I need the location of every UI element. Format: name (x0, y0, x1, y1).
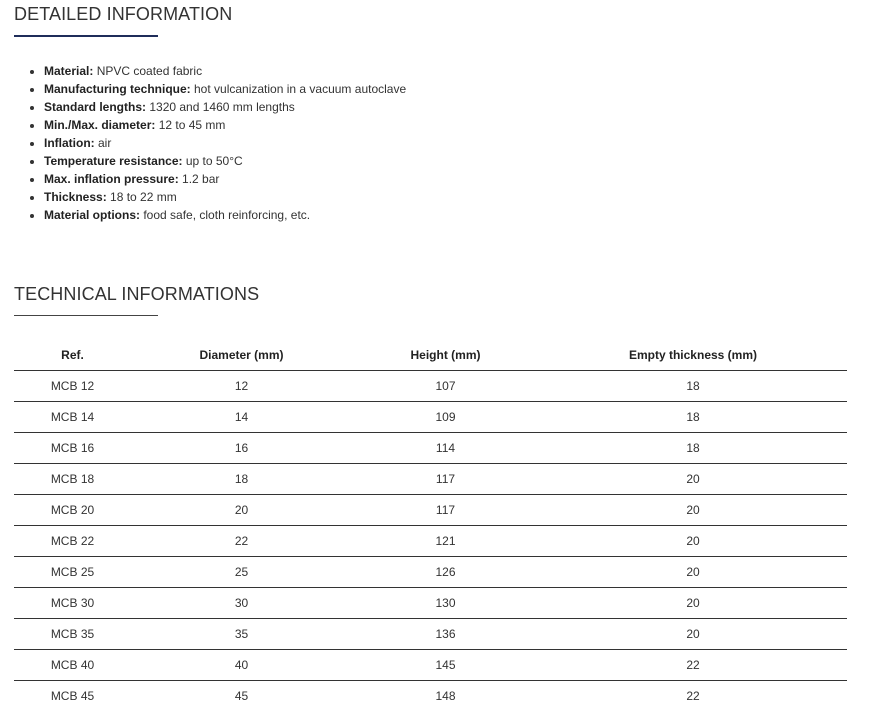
spec-value: 1320 and 1460 mm lengths (146, 100, 295, 114)
spec-list (28, 62, 406, 224)
technical-informations-title: TECHNICAL INFORMATIONS (14, 284, 260, 304)
detailed-title-underline (14, 35, 158, 37)
cell-ref: MCB 30 (14, 588, 131, 619)
spec-item (44, 152, 406, 170)
cell-empty-thickness: 18 (539, 433, 847, 464)
cell-diameter: 40 (131, 650, 352, 681)
cell-diameter: 22 (131, 526, 352, 557)
cell-diameter: 20 (131, 495, 352, 526)
spec-item (44, 134, 406, 152)
spec-label: Standard lengths: (44, 100, 147, 114)
table-header (14, 340, 847, 371)
spec-item (44, 188, 406, 206)
cell-diameter: 18 (131, 464, 352, 495)
spec-value: up to 50°C (182, 154, 243, 168)
spec-label: Manufacturing technique: (44, 82, 191, 96)
cell-height: 117 (352, 495, 539, 526)
cell-height: 148 (435, 689, 456, 703)
header-empty-thickness: Empty thickness (mm) (539, 340, 847, 371)
cell-ref: MCB 35 (14, 619, 131, 650)
cell-height: 109 (352, 402, 539, 433)
technical-table (14, 340, 847, 711)
spec-item (44, 98, 406, 116)
spec-item (44, 170, 406, 188)
table-row (14, 495, 847, 526)
cell-height: 136 (352, 619, 539, 650)
cell-diameter: 12 (131, 371, 352, 402)
cell-empty-thickness: 20 (539, 495, 847, 526)
cell-height: 107 (352, 371, 539, 402)
table-row (14, 402, 847, 433)
spec-value: 1.2 bar (178, 172, 220, 186)
spec-value: 12 to 45 mm (155, 118, 226, 132)
technical-title-underline (14, 315, 158, 316)
spec-item (44, 116, 406, 134)
detailed-information-title: DETAILED INFORMATION (14, 4, 233, 24)
spec-label: Material options: (44, 208, 141, 222)
table-row (14, 371, 847, 402)
cell-empty-thickness: 18 (539, 371, 847, 402)
spec-value: food safe, cloth reinforcing, etc. (140, 208, 311, 222)
cell-diameter: 45 (234, 689, 249, 703)
cell-empty-thickness: 20 (539, 557, 847, 588)
table-row (14, 650, 847, 681)
cell-empty-thickness: 20 (539, 526, 847, 557)
table-row (14, 464, 847, 495)
cell-ref: MCB 14 (14, 402, 131, 433)
cell-ref: MCB 45 (50, 689, 95, 703)
cell-diameter: 25 (131, 557, 352, 588)
spec-value: NPVC coated fabric (93, 64, 203, 78)
cell-height: 130 (352, 588, 539, 619)
spec-value: 18 to 22 mm (106, 190, 177, 204)
cell-height: 126 (352, 557, 539, 588)
spec-label: Thickness: (44, 190, 107, 204)
table-row (14, 619, 847, 650)
spec-item (44, 206, 406, 224)
table-row (14, 433, 847, 464)
spec-item (44, 80, 406, 98)
header-height: Height (mm) (352, 340, 539, 371)
spec-value: hot vulcanization in a vacuum autoclave (190, 82, 407, 96)
cell-empty-thickness: 22 (686, 689, 700, 703)
cell-empty-thickness: 20 (539, 619, 847, 650)
cell-ref: MCB 20 (14, 495, 131, 526)
spec-label: Material: (44, 64, 94, 78)
table-body (14, 371, 847, 712)
table-row (14, 588, 847, 619)
header-ref: Ref. (14, 340, 131, 371)
spec-label: Max. inflation pressure: (44, 172, 179, 186)
cell-empty-thickness: 20 (539, 588, 847, 619)
spec-label: Min./Max. diameter: (44, 118, 156, 132)
cell-ref: MCB 25 (14, 557, 131, 588)
cell-height: 145 (352, 650, 539, 681)
spec-label: Temperature resistance: (44, 154, 183, 168)
cell-diameter: 35 (131, 619, 352, 650)
spec-value: air (94, 136, 112, 150)
cell-ref: MCB 22 (14, 526, 131, 557)
cell-empty-thickness: 18 (539, 402, 847, 433)
table-row (14, 681, 847, 712)
cell-height: 121 (352, 526, 539, 557)
header-diameter: Diameter (mm) (131, 340, 352, 371)
cell-ref: MCB 12 (14, 371, 131, 402)
table-row (14, 557, 847, 588)
table-row (14, 526, 847, 557)
cell-empty-thickness: 20 (539, 464, 847, 495)
cell-height: 114 (352, 433, 539, 464)
table-header-row (14, 340, 847, 371)
cell-diameter: 16 (131, 433, 352, 464)
spec-label: Inflation: (44, 136, 95, 150)
spec-item (44, 62, 406, 80)
cell-diameter: 14 (131, 402, 352, 433)
cell-height: 117 (352, 464, 539, 495)
cell-ref: MCB 40 (14, 650, 131, 681)
cell-diameter: 30 (131, 588, 352, 619)
cell-empty-thickness: 22 (539, 650, 847, 681)
cell-ref: MCB 16 (14, 433, 131, 464)
cell-ref: MCB 18 (14, 464, 131, 495)
